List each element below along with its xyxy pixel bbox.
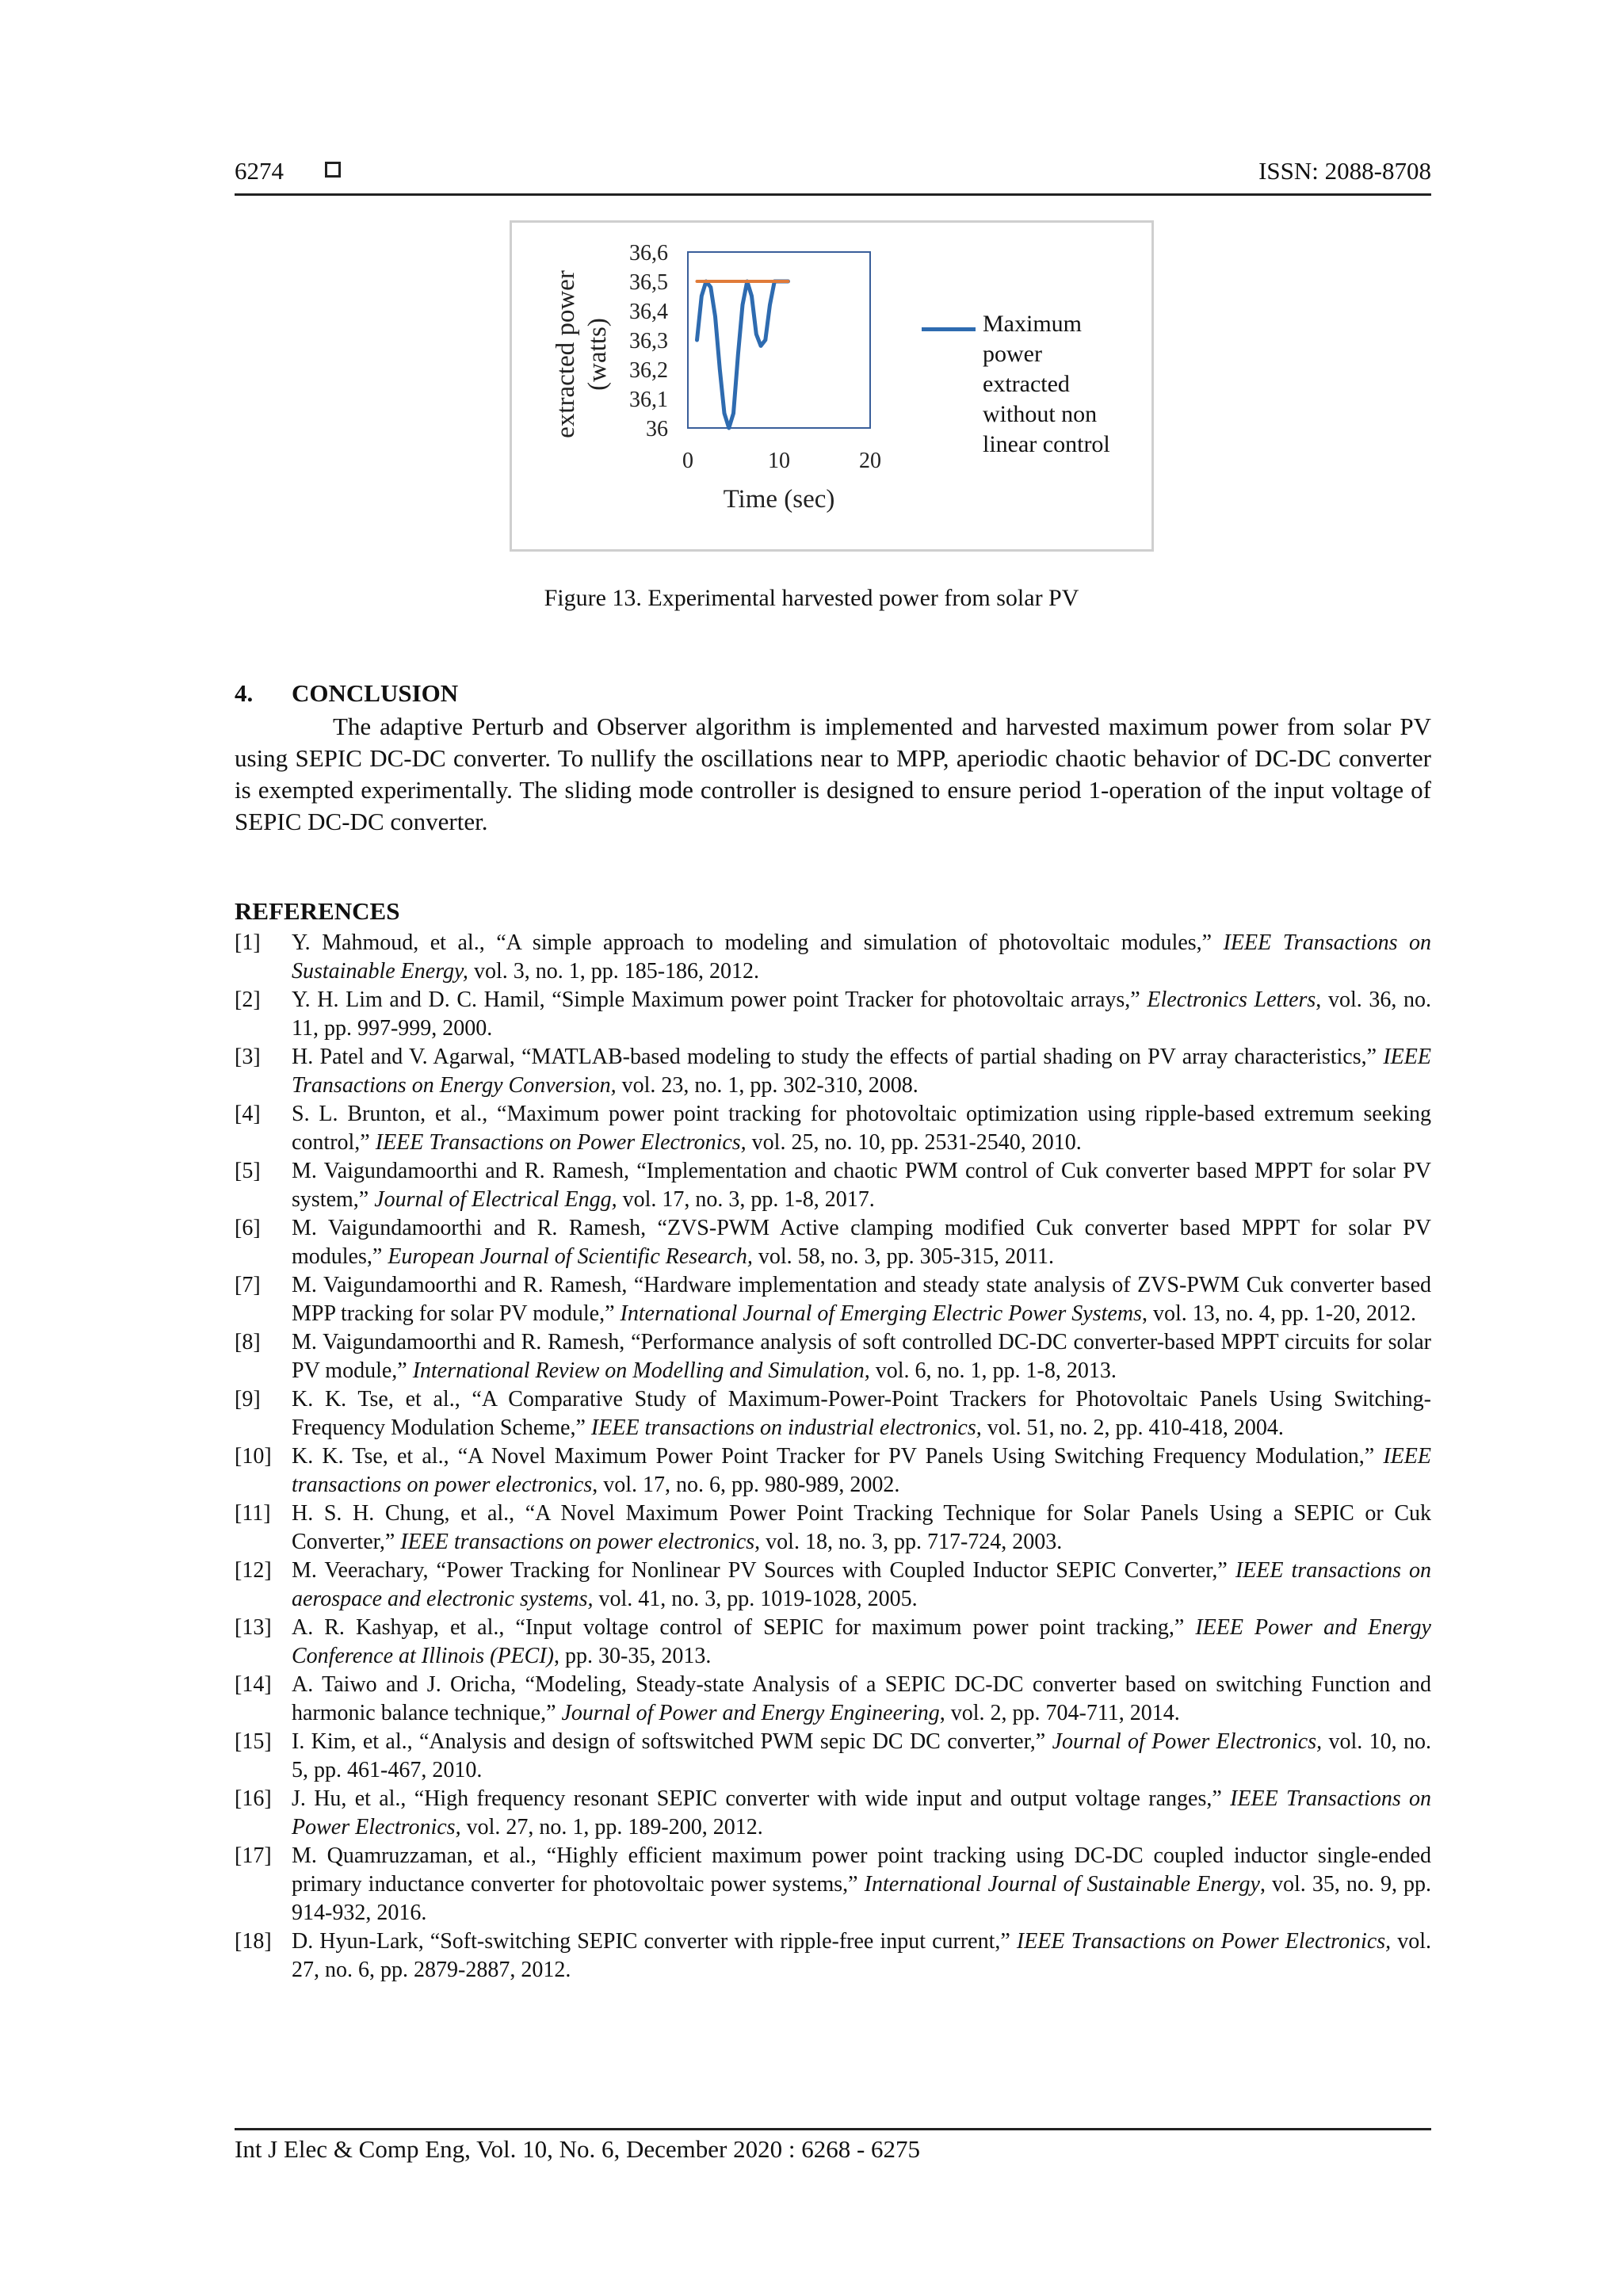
reference-number: [12] <box>235 1558 272 1583</box>
legend-swatch <box>922 327 976 331</box>
reference-details: vol. 10, no. 5, pp. 461-467, 2010. <box>292 1729 1431 1782</box>
x-axis-label: Time (sec) <box>723 485 835 514</box>
figure-caption: Figure 13. Experimental harvested power from solar PV <box>544 585 1079 611</box>
reference-text: M. Vaigundamoorthi and R. Ramesh, “Performance analysis of soft controlled DC-DC converter-based MPPT circuits for solar PV module,” <box>292 1330 1431 1383</box>
reference-journal: IEEE Transactions on Power Electronics, <box>1016 1929 1392 1954</box>
reference-number: [2] <box>235 988 261 1012</box>
reference-journal: IEEE Transactions on Power Electronics, <box>292 1786 1432 1839</box>
reference-journal: IEEE Power and Energy Conference at Illinois (PECI) <box>292 1615 1431 1668</box>
reference-journal: Journal of Power Electronics, <box>1052 1729 1323 1754</box>
reference-text: S. L. Brunton, et al., “Maximum power point tracking for photovoltaic optimization using ripple-based extremum seeking control,” <box>292 1102 1431 1155</box>
reference-text: M. Quamruzzaman, et al., “Highly efficient maximum power point tracking using DC-DC coupled inductor single-ended primary inductance converter for photovoltaic power systems,” <box>292 1843 1431 1897</box>
reference-details: , vol. 2, pp. 704-711, 2014. <box>939 1701 1180 1725</box>
reference-text: K. K. Tse, et al., “A Comparative Study of Maximum-Power-Point Trackers for Photovoltaic Panels Using Switching-Frequency Modulation Scheme,” <box>292 1387 1431 1440</box>
section-heading <box>235 679 458 708</box>
reference-item <box>235 1385 1431 1442</box>
reference-details: vol. 51, no. 2, pp. 410-418, 2004. <box>981 1415 1284 1440</box>
reference-text: K. K. Tse, et al., “A Novel Maximum Power Point Tracker for PV Panels Using Switching Frequency Modulation,” <box>292 1444 1384 1469</box>
reference-number: [9] <box>235 1387 261 1412</box>
reference-item <box>235 1927 1431 1985</box>
y-tick-label: 36 <box>646 417 668 441</box>
reference-journal: IEEE Transactions on Sustainable Energy, <box>292 930 1431 984</box>
reference-number: [6] <box>235 1216 261 1240</box>
reference-item <box>235 1728 1431 1785</box>
reference-item <box>235 1785 1431 1842</box>
legend-line-4: without non <box>983 401 1098 427</box>
page-number: 6274 <box>235 157 284 185</box>
x-tick-label: 0 <box>682 449 693 473</box>
legend-line-3: extracted <box>983 371 1070 397</box>
reference-journal: International Journal of Emerging Electric Power Systems <box>620 1301 1142 1326</box>
legend-line-1: Maximum <box>983 311 1082 337</box>
reference-text: M. Vaigundamoorthi and R. Ramesh, “Implementation and chaotic PWM control of Cuk converter based MPPT for solar PV system,” <box>292 1159 1431 1212</box>
section-number: 4. <box>235 679 254 707</box>
reference-item <box>235 929 1431 986</box>
x-tick-label: 20 <box>859 449 881 473</box>
reference-list <box>235 929 1431 1985</box>
reference-details: , vol. 13, no. 4, pp. 1-20, 2012. <box>1141 1301 1417 1326</box>
reference-details: vol. 17, no. 3, pp. 1-8, 2017. <box>617 1187 875 1212</box>
reference-text: A. Taiwo and J. Oricha, “Modeling, Steady-state Analysis of a SEPIC DC-DC converter based on switching Function and harmonic balance technique,” <box>292 1672 1431 1725</box>
reference-number: [1] <box>235 930 261 955</box>
y-tick-label: 36,1 <box>629 388 668 412</box>
reference-item <box>235 1043 1431 1100</box>
reference-text: H. S. H. Chung, et al., “A Novel Maximum Power Point Tracking Technique for Solar Panels Using a SEPIC or Cuk Converter,” <box>292 1501 1431 1554</box>
reference-journal: International Journal of Sustainable Energy <box>864 1872 1260 1897</box>
y-tick-label: 36,2 <box>629 358 668 383</box>
reference-details: vol. 6, no. 1, pp. 1-8, 2013. <box>869 1358 1117 1383</box>
reference-item <box>235 1614 1431 1671</box>
y-axis-label-units: (watts) <box>583 318 612 391</box>
reference-details: vol. 58, no. 3, pp. 305-315, 2011. <box>752 1244 1054 1269</box>
plot-area <box>688 252 870 428</box>
reference-item <box>235 1442 1431 1499</box>
reference-text: H. Patel and V. Agarwal, “MATLAB-based modeling to study the effects of partial shading on PV array characteristics,” <box>292 1045 1384 1069</box>
references-heading: REFERENCES <box>235 897 400 925</box>
reference-number: [13] <box>235 1615 272 1640</box>
reference-item <box>235 1214 1431 1271</box>
reference-number: [3] <box>235 1045 261 1069</box>
reference-journal: European Journal of Scientific Research, <box>388 1244 753 1269</box>
reference-item <box>235 1842 1431 1927</box>
reference-text: A. R. Kashyap, et al., “Input voltage control of SEPIC for maximum power point tracking,” <box>292 1615 1196 1640</box>
reference-details: vol. 41, no. 3, pp. 1019-1028, 2005. <box>593 1587 918 1611</box>
reference-number: [11] <box>235 1501 271 1526</box>
y-tick-label: 36,5 <box>629 270 668 295</box>
reference-text: I. Kim, et al., “Analysis and design of softswitched PWM sepic DC DC converter,” <box>292 1729 1052 1754</box>
y-tick-label: 36,4 <box>629 300 668 324</box>
section-title: CONCLUSION <box>292 679 459 707</box>
legend-line-5: linear control <box>983 431 1110 457</box>
reference-text: M. Veerachary, “Power Tracking for Nonlinear PV Sources with Coupled Inductor SEPIC Converter,” <box>292 1558 1235 1583</box>
page-footer: Int J Elec & Comp Eng, Vol. 10, No. 6, December 2020 : 6268 - 6275 <box>235 2128 1431 2164</box>
reference-text: J. Hu, et al., “High frequency resonant SEPIC converter with wide input and output voltage ranges,” <box>292 1786 1231 1811</box>
reference-details: vol. 27, no. 6, pp. 2879-2887, 2012. <box>292 1929 1432 1982</box>
reference-text: Y. Mahmoud, et al., “A simple approach to modeling and simulation of photovoltaic modules,” <box>292 930 1224 955</box>
y-tick-label: 36,3 <box>629 329 668 353</box>
reference-details: , vol. 17, no. 6, pp. 980-989, 2002. <box>592 1473 900 1497</box>
reference-number: [17] <box>235 1843 272 1868</box>
reference-details: vol. 3, no. 1, pp. 185-186, 2012. <box>468 959 760 984</box>
reference-details: , vol. 36, no. 11, pp. 997-999, 2000. <box>292 988 1432 1041</box>
reference-details: , vol. 35, no. 9, pp. 914-932, 2016. <box>292 1872 1432 1925</box>
reference-item <box>235 1328 1431 1385</box>
reference-details: , pp. 30-35, 2013. <box>554 1644 712 1668</box>
conclusion-paragraph: The adaptive Perturb and Observer algorithm is implemented and harvested maximum power from solar PV using SEPIC DC-DC converter. To nullify the oscillations near to MPP, aperiodic chaotic behavior of DC-DC converter is exempted experimentally. The sliding mode controller is designed to ensure period 1-operation of the input voltage of SEPIC DC-DC converter. <box>235 712 1431 835</box>
issn-label: ISSN: 2088-8708 <box>1258 157 1431 185</box>
reference-item <box>235 1557 1431 1614</box>
reference-number: [14] <box>235 1672 272 1697</box>
x-tick-label: 10 <box>768 449 790 473</box>
reference-text: D. Hyun-Lark, “Soft-switching SEPIC converter with ripple-free input current,” <box>292 1929 1017 1954</box>
reference-details: vol. 25, no. 10, pp. 2531-2540, 2010. <box>746 1130 1082 1155</box>
y-axis-label: extracted power <box>552 270 580 438</box>
reference-journal: Journal of Power and Energy Engineering <box>561 1701 940 1725</box>
y-tick-label: 36,6 <box>629 241 668 266</box>
reference-details: , vol. 18, no. 3, pp. 717-724, 2003. <box>754 1530 1063 1554</box>
reference-item <box>235 986 1431 1043</box>
reference-item <box>235 1100 1431 1157</box>
reference-item <box>235 1157 1431 1214</box>
reference-journal: Electronics Letters <box>1147 988 1316 1012</box>
reference-number: [16] <box>235 1786 272 1811</box>
power-chart <box>0 0 1623 602</box>
reference-number: [18] <box>235 1929 272 1954</box>
reference-details: vol. 27, no. 1, pp. 189-200, 2012. <box>460 1815 763 1839</box>
reference-text: M. Vaigundamoorthi and R. Ramesh, “ZVS-PWM Active clamping modified Cuk converter based MPPT for solar PV modules,” <box>292 1216 1431 1269</box>
reference-journal: IEEE Transactions on Energy Conversion, <box>292 1045 1431 1098</box>
reference-number: [7] <box>235 1273 261 1297</box>
reference-details: vol. 23, no. 1, pp. 302-310, 2008. <box>616 1073 918 1098</box>
series-line-1 <box>697 281 789 428</box>
reference-number: [5] <box>235 1159 261 1183</box>
legend-line-2: power <box>983 341 1042 367</box>
reference-journal: IEEE transactions on power electronics <box>400 1530 755 1554</box>
reference-item <box>235 1271 1431 1328</box>
reference-item <box>235 1499 1431 1557</box>
legend-label <box>983 309 1133 460</box>
reference-journal: Journal of Electrical Engg, <box>374 1187 617 1212</box>
reference-number: [8] <box>235 1330 261 1354</box>
reference-journal: IEEE transactions on aerospace and electronic systems, <box>292 1558 1431 1611</box>
reference-item <box>235 1671 1431 1728</box>
reference-journal: IEEE Transactions on Power Electronics, <box>375 1130 747 1155</box>
reference-number: [10] <box>235 1444 272 1469</box>
reference-journal: IEEE transactions on industrial electronics, <box>590 1415 982 1440</box>
reference-text: M. Vaigundamoorthi and R. Ramesh, “Hardware implementation and steady state analysis of ZVS-PWM Cuk converter based MPP tracking for solar PV module,” <box>292 1273 1431 1326</box>
reference-number: [15] <box>235 1729 272 1754</box>
reference-number: [4] <box>235 1102 261 1126</box>
reference-journal: International Review on Modelling and Simulation, <box>412 1358 870 1383</box>
reference-journal: IEEE transactions on power electronics <box>292 1444 1431 1497</box>
reference-text: Y. H. Lim and D. C. Hamil, “Simple Maximum power point Tracker for photovoltaic arrays,” <box>292 988 1148 1012</box>
